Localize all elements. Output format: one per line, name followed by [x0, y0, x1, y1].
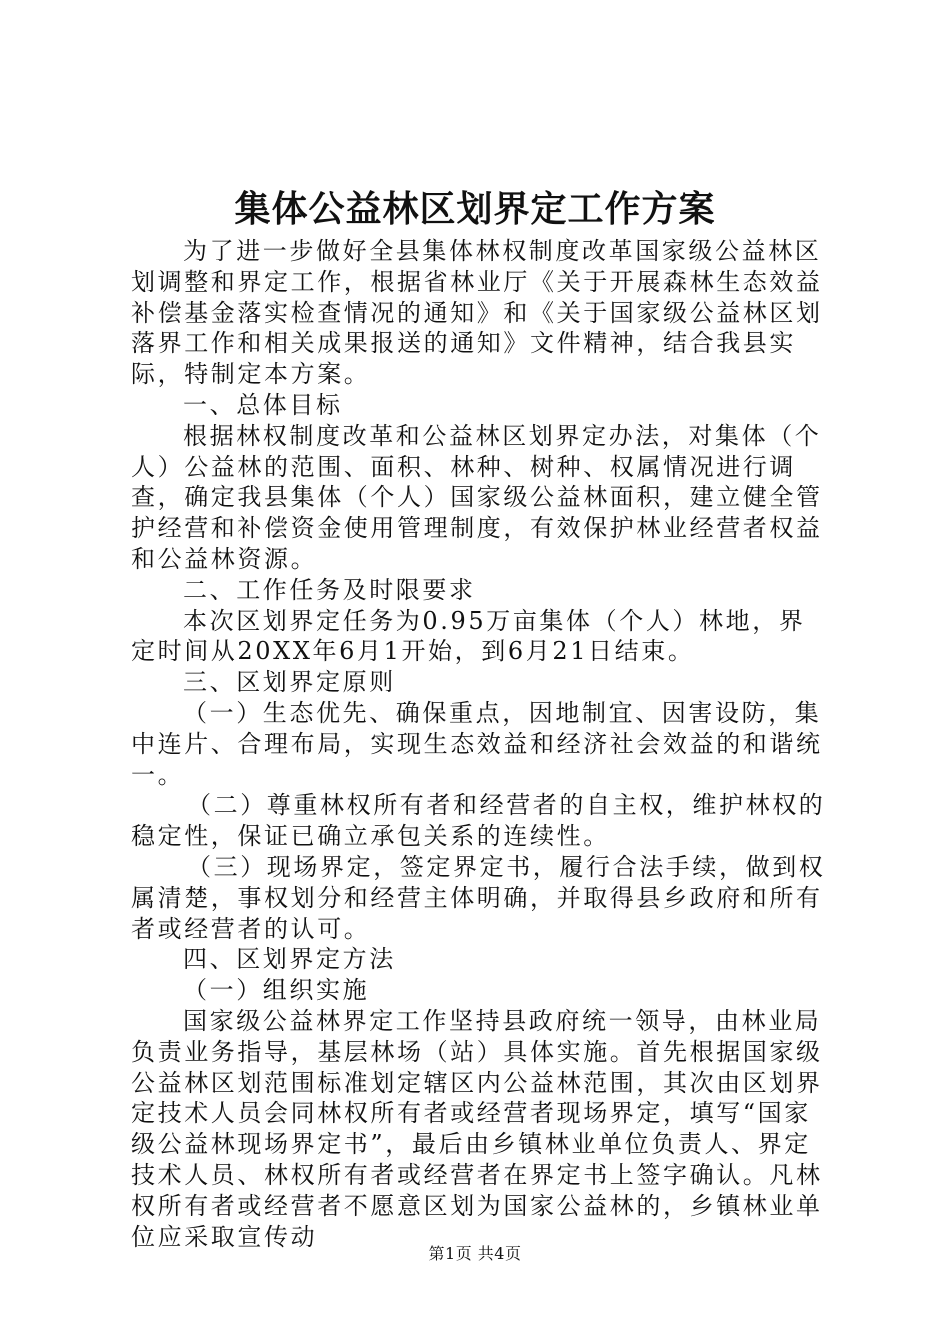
document-title: 集体公益林区划界定工作方案 — [234, 188, 716, 230]
principle-item-2: （二）尊重林权所有者和经营者的自主权，维护林权的稳定性，保证已确立承包关系的连续性。 — [131, 791, 826, 851]
overall-goal-paragraph: 根据林权制度改革和公益林区划界定办法，对集体（个人）公益林的范围、面积、林种、树种、权属情况进行调查，确定我县集体（个人）国家级公益林面积，建立健全管护经营和补偿资金使用管理制度，有效保护林业经营者权益和公益林资源。 — [131, 421, 823, 573]
section-heading-methods: 四、区划界定方法 — [183, 945, 396, 974]
tasks-paragraph: 本次区划界定任务为0.95万亩集体（个人）林地，界定时间从20XX年6月1开始，到6月21日结束。 — [131, 606, 806, 666]
intro-paragraph: 为了进一步做好全县集体林权制度改革国家级公益林区划调整和界定工作，根据省林业厅《关于开展森林生态效益补偿基金落实检查情况的通知》和《关于国家级公益林区划落界工作和相关成果报送的通知》文件精神，结合我县实际，特制定本方案。 — [131, 237, 823, 389]
document-body — [131, 236, 831, 1252]
section-heading-principles: 三、区划界定原则 — [183, 668, 396, 697]
page-number-footer: 第1页 共4页 — [428, 1244, 522, 1263]
principle-item-3: （三）现场界定，签定界定书，履行合法手续，做到权属清楚，事权划分和经营主体明确，并取得县乡政府和所有者或经营者的认可。 — [131, 852, 826, 943]
section-heading-tasks: 二、工作任务及时限要求 — [183, 575, 476, 604]
section-heading-overall-goal: 一、总体目标 — [183, 390, 343, 419]
subsection-heading-organization: （一）组织实施 — [183, 976, 370, 1005]
principle-item-1: （一）生态优先、确保重点，因地制宜、因害设防，集中连片、合理布局，实现生态效益和经济社会效益的和谐统一。 — [131, 698, 823, 789]
organization-paragraph: 国家级公益林界定工作坚持县政府统一领导，由林业局负责业务指导，基层林场（站）具体实施。首先根据国家级公益林区划范围标准划定辖区内公益林范围，其次由区划界定技术人员会同林权所有者或经营者现场界定，填写“国家级公益林现场界定书”，最后由乡镇林业单位负责人、界定技术人员、林权所有者或经营者在界定书上签字确认。凡林权所有者或经营者不愿意区划为国家公益林的，乡镇林业单位应采取宣传动 — [131, 1006, 823, 1251]
